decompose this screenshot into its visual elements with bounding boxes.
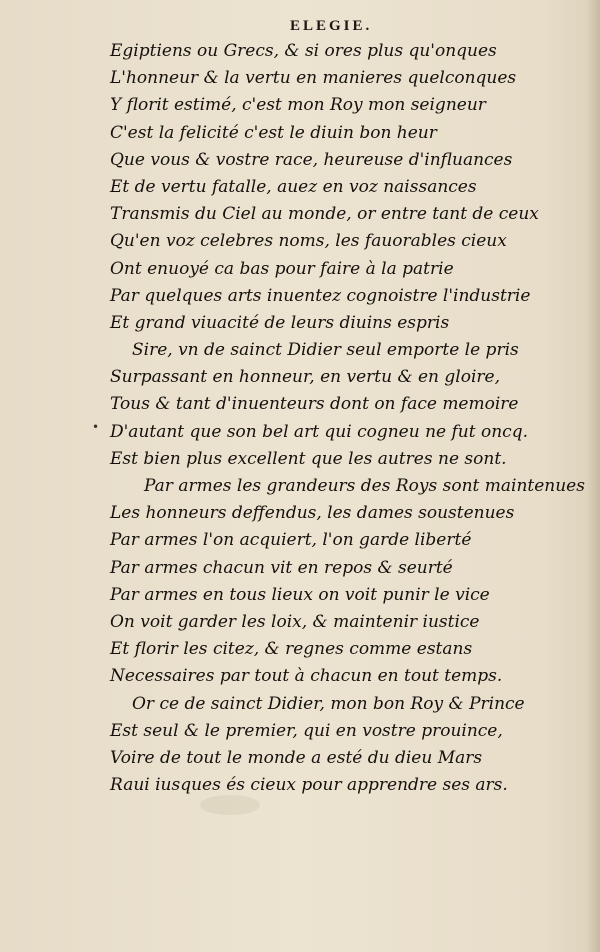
running-head: ELEGIE. xyxy=(290,18,373,34)
verse-line: Par quelques arts inuentez cognoistre l'industrie xyxy=(110,285,531,306)
verse-line: Ont enuoyé ca bas pour faire à la patrie xyxy=(110,258,454,279)
verse-line: Raui iusques és cieux pour apprendre ses ars. xyxy=(110,775,508,796)
verse-line: Par armes en tous lieux on voit punir le vice xyxy=(110,584,490,605)
verse-line: Y florit estimé, c'est mon Roy mon seigneur xyxy=(110,95,486,116)
verse-line: Et grand viuacité de leurs diuins espris xyxy=(110,312,450,333)
verse-block xyxy=(110,38,590,799)
verse-line: Les honneurs deffendus, les dames soustenues xyxy=(110,503,515,524)
verse-line: Et florir les citez, & regnes comme estans xyxy=(110,639,473,660)
verse-line: D'autant que son bel art qui cogneu ne fut oncq. xyxy=(110,421,528,442)
verse-line: Necessaires par tout à chacun en tout temps. xyxy=(110,666,503,687)
verse-line-indented: Or ce de sainct Didier, mon bon Roy & Prince xyxy=(132,693,525,714)
verse-line: On voit garder les loix, & maintenir iustice xyxy=(110,611,480,632)
verse-line: Qu'en voz celebres noms, les fauorables cieux xyxy=(110,231,507,252)
verse-line: Voire de tout le monde a esté du dieu Mars xyxy=(110,747,483,768)
verse-line: Tous & tant d'inuenteurs dont on face memoire xyxy=(110,394,519,415)
verse-line-indented: Sire, vn de sainct Didier seul emporte le pris xyxy=(132,340,519,361)
verse-line: Par armes l'on acquiert, l'on garde liberté xyxy=(110,530,472,551)
verse-line: L'honneur & la vertu en manieres quelconques xyxy=(110,68,517,89)
verse-line: Est seul & le premier, qui en vostre prouince, xyxy=(110,720,503,741)
verse-line: Par armes chacun vit en repos & seurté xyxy=(110,557,453,578)
verse-line: Transmis du Ciel au monde, or entre tant de ceux xyxy=(110,204,539,225)
verse-line: C'est la felicité c'est le diuin bon heur xyxy=(110,122,437,143)
verse-line: Surpassant en honneur, en vertu & en gloire, xyxy=(110,367,500,388)
verse-line: Que vous & vostre race, heureuse d'influances xyxy=(110,149,513,170)
margin-mark: • xyxy=(92,420,100,434)
verse-line: Egiptiens ou Grecs, & si ores plus qu'onques xyxy=(110,41,497,61)
verse-line: Et de vertu fatalle, auez en voz naissances xyxy=(110,176,477,197)
verse-line-indented: Par armes les grandeurs des Roys sont maintenues xyxy=(144,476,585,496)
verse-line: Est bien plus excellent que les autres ne sont. xyxy=(110,448,507,469)
